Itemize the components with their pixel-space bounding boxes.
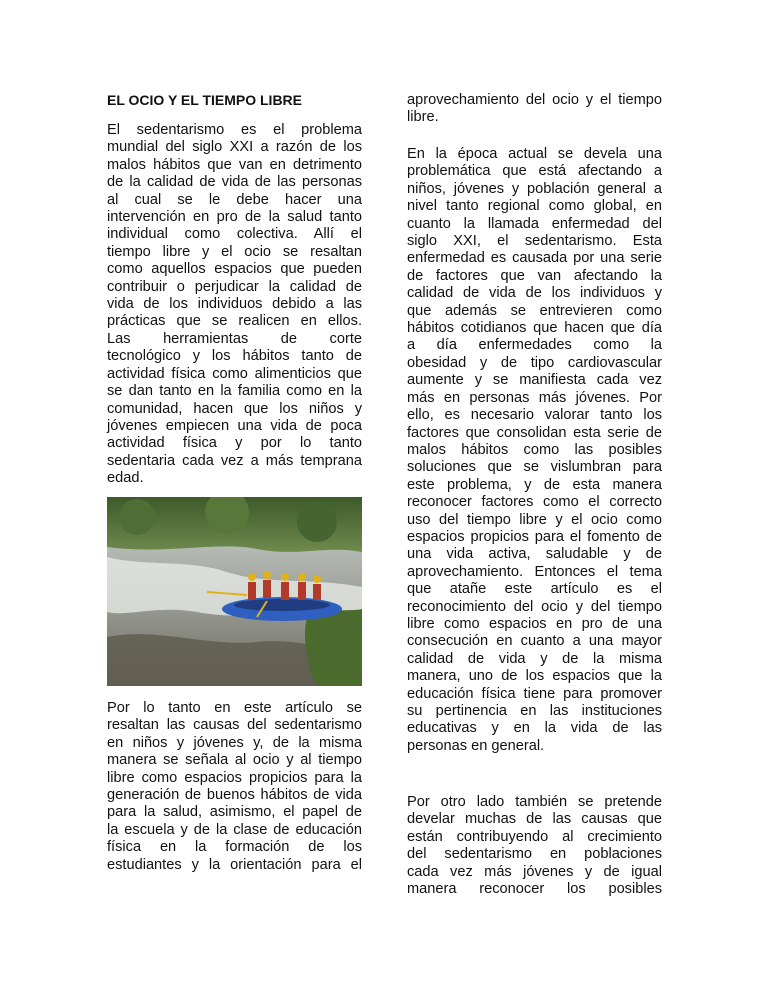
text-line: cuanto la llamada enfermedad del [407,215,662,232]
text-line: mundial del siglo XXI a razón de los [107,139,362,156]
text-line: resaltan las causas del sedentarismo [107,717,362,734]
text-line: malos hábitos que van en detrimento [107,156,362,173]
text-line: manera reconocer los posibles [407,881,662,898]
right-paragraph-3 [407,794,662,898]
text-line: Por otro lado también se pretende [407,794,662,810]
left-paragraph-1 [107,122,362,488]
text-line: en niños y jóvenes y, de la misma [107,734,362,751]
text-line: edad. [107,470,144,487]
text-line: aprovechamiento del ocio y el tiempo [407,92,662,108]
text-line: generación de buenos hábitos de vida [107,787,362,804]
text-line: individual como colectiva. Allí el [107,226,362,243]
text-line: manera, uno de los espacios que la [407,668,662,685]
text-line: problemática que está afectando a [407,163,662,180]
text-line: estudiantes y la orientación para el [107,856,362,873]
text-line: como aquellos espacios que pueden [107,261,362,278]
text-line: enfermedad es causada por una serie [407,250,662,267]
text-line: uso del tiempo libre y el ocio como [407,511,662,528]
text-line: factores que consolidan esta serie de [407,424,662,441]
text-line: niños, jóvenes y población general a [407,180,662,197]
text-line: manera se señala al ocio y al tiempo [107,752,362,769]
text-line: malos hábitos como las posibles [407,441,662,458]
text-line: calidad de vida y de la misma [407,650,662,667]
text-line: se dan tanto en la familia como en la [107,383,362,400]
text-line: En la época actual se devela una [407,146,662,162]
right-paragraph-2 [407,146,662,755]
left-paragraph-2 [107,700,362,874]
text-line: reconocimiento del ocio y del tiempo [407,598,662,615]
text-line: Por lo tanto en este artículo se [107,700,362,716]
text-line: reconocer factores como el correcto [407,494,662,511]
text-line: que atañe este artículo es el [407,581,662,598]
text-line: calidad de vida de los individuos y [407,285,662,302]
text-line: siglo XXI, el sedentarismo. Esta [407,233,662,250]
text-line: cada vez más jóvenes y de igual [407,863,662,880]
text-line: personas en general. [407,737,545,754]
text-line: hábitos cotidianos que hacen que día [407,320,662,337]
text-line: educativas y en la vida de las [407,720,662,737]
text-line: están contribuyendo al crecimiento [407,828,662,845]
text-line: este problema, y de esta manera [407,476,662,493]
text-line: actividad física como alimenticios que [107,365,362,382]
text-line: obesidad y de tipo cardiovascular [407,354,662,371]
text-line: Las herramientas de corte [107,330,362,347]
text-line: El sedentarismo es el problema [107,122,362,138]
text-line: de factores que van afectando la [407,267,662,284]
text-line: comunidad, hacen que los niños y [107,400,362,417]
text-line: de la calidad de vida de las personas [107,174,362,191]
text-line: del sedentarismo en poblaciones [407,846,662,863]
text-line: sedentaria cada vez a más temprana [107,452,362,469]
text-line: intervención en pro de la salud tanto [107,209,362,226]
text-line: tiempo libre y el ocio se resaltan [107,243,362,260]
article-title: EL OCIO Y EL TIEMPO LIBRE [107,92,303,108]
text-line: espacios propicios para el fomento de [407,528,662,545]
text-line: libre como espacios propicios para la [107,769,362,786]
text-line: una vida activa, saludable y de [407,546,662,563]
text-line: ello, es necesario valorar tanto los [407,407,662,424]
text-line: contribuir o perjudicar la calidad de [107,278,362,295]
text-line: jóvenes empiecen una vida de poca [107,417,362,434]
text-line: aumente y se manifiesta cada vez [407,372,662,389]
rafting-photo [107,497,362,686]
text-line: libre. [407,109,439,126]
text-line: a día enfermedades como la [407,337,662,354]
text-line: libre como espacios en pro de una [407,615,662,632]
text-line: vida de los individuos debido a las [107,296,362,313]
text-line: más en personas más jóvenes. Por [407,389,662,406]
text-line: su pertinencia en las instituciones [407,703,662,719]
text-line: develar muchas de las causas que [407,811,662,828]
text-line: la escuela y de la clase de educación [107,821,362,838]
text-line: soluciones que se vislumbran para [407,459,662,476]
text-line: física en la formación de los [107,839,362,856]
text-line: nivel tanto regional como global, en [407,198,662,215]
text-line: consecución en cuanto a una mayor [407,633,662,650]
text-line: al cual se le debe hacer una [107,191,362,208]
text-line: prácticas que se realicen en ellos. [107,313,362,330]
text-line: que además se entrevieren como [407,302,662,319]
text-line: para la salud, asimismo, el papel de [107,804,362,821]
text-line: tecnológico y los hábitos tanto de [107,348,362,365]
text-line: actividad física y por lo tanto [107,435,362,452]
right-paragraph-1 [407,92,662,127]
text-line: educación física tiene para promover [407,685,662,702]
text-line: aprovechamiento. Entonces el tema [407,563,662,580]
